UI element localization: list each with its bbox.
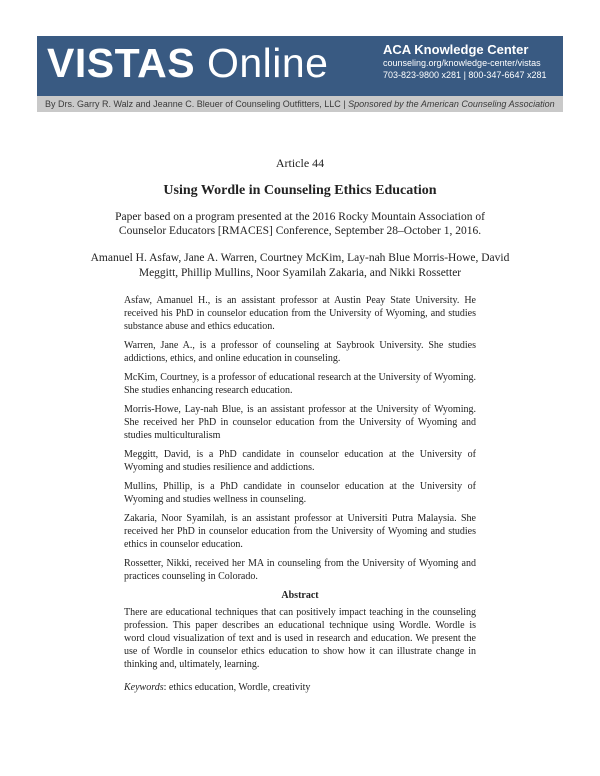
author-bio: Warren, Jane A., is a professor of counseling at Saybrook University. She studies addictions, ethics, and online education in counseling. [124,340,476,364]
author-bio: Morris-Howe, Lay-nah Blue, is an assistant professor at the University of Wyoming. She received her PhD in counselor education from the University of Wyoming and studies multiculturalism [124,404,476,441]
sponsor-text: Sponsored by the American Counseling Association [348,99,555,109]
paper-note: Paper based on a program presented at the 2016 Rocky Mountain Association of Counselor Educators [RMACES] Conference, September 28–October 1, 2016. [115,211,485,237]
knowledge-center-url[interactable]: counseling.org/knowledge-center/vistas [383,58,541,68]
author-bio: Meggitt, David, is a PhD candidate in counselor education at the University of Wyoming and studies resilience and addictions. [124,449,476,473]
abstract-heading: Abstract [281,590,319,601]
author-bio: McKim, Courtney, is a professor of educational research at the University of Wyoming. She studies enhancing research education. [124,372,476,396]
author-bio: Zakaria, Noor Syamilah, is an assistant professor at Universiti Putra Malaysia. She received her PhD in counselor education from the University of Wyoming and studies ethics in counselor education. [124,513,476,550]
author-bios [124,294,476,704]
knowledge-center-title: ACA Knowledge Center [383,42,529,57]
author-bio: Asfaw, Amanuel H., is an assistant professor at Austin Peay State University. He received his PhD in counselor education from the University of Wyoming, and studies substance abuse and ethics education. [124,295,476,332]
banner-byline: By Drs. Garry R. Walz and Jeanne C. Bleuer of Counseling Outfitters, LLC | Sponsored by the American Counseling Association [37,96,563,112]
author-bio: Mullins, Phillip, is a PhD candidate in counselor education at the University of Wyoming and studies wellness in counseling. [124,481,476,505]
knowledge-center-phone: 703-823-9800 x281 | 800-347-6647 x281 [383,70,547,80]
vistas-logo: VISTAS Online [47,40,329,86]
article-label: Article 44 [275,156,325,170]
knowledge-center-info [383,42,553,81]
paper-title: Using Wordle in Counseling Ethics Education [163,183,437,198]
keywords [124,681,476,694]
author-bio: Rossetter, Nikki, received her MA in counseling from the University of Wyoming and practices counseling in Colorado. [124,558,476,582]
vistas-banner [37,36,563,112]
keywords-text: : ethics education, Wordle, creativity [163,682,311,693]
keywords-label: Keywords [124,682,164,693]
abstract-text: There are educational techniques that can positively impact teaching in the counseling profession. This paper describes an educational technique using Wordle. Wordle is word cloud visualization of text and is used in research and education. We present the use of Wordle in counselor ethics education to show how it can illustrate change in thinking and, ultimately, learning. [124,607,476,670]
author-list: Amanuel H. Asfaw, Jane A. Warren, Courtney McKim, Lay-nah Blue Morris-Howe, David Meggitt, Phillip Mullins, Noor Syamilah Zakaria, and Nikki Rossetter [90,252,510,279]
